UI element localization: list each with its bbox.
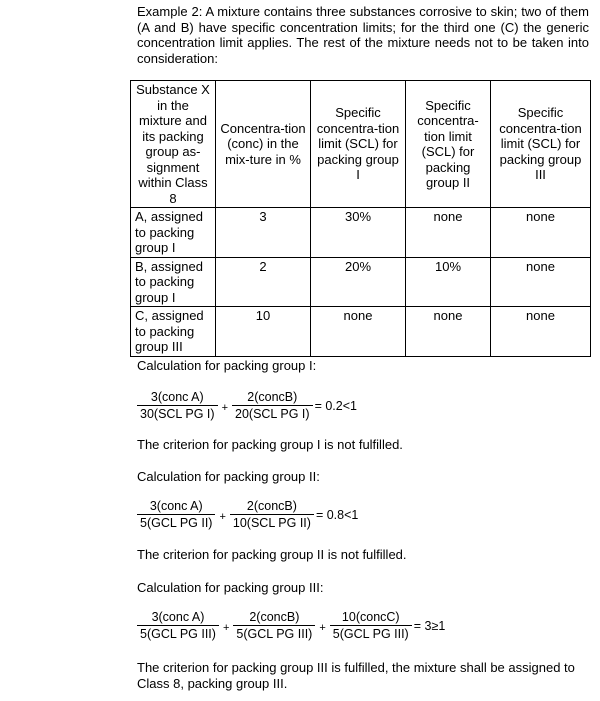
numerator: 2(concB): [249, 610, 300, 624]
cell-pg3: none: [491, 307, 591, 357]
fraction: [233, 610, 315, 641]
denominator: 10(SCL PG II): [230, 514, 314, 530]
denominator: 5(GCL PG II): [137, 514, 215, 530]
fraction: [137, 499, 215, 530]
denominator: 5(GCL PG III): [137, 625, 219, 641]
calc1-conclusion: The criterion for packing group I is not fulfilled.: [137, 437, 403, 452]
fraction: [232, 390, 313, 421]
numerator: 3(conc A): [150, 390, 204, 404]
cell-pg2: none: [406, 208, 491, 258]
table-row: [131, 307, 591, 357]
plus-sign: +: [219, 510, 226, 523]
plus-sign: +: [222, 621, 230, 634]
fraction: [330, 610, 412, 641]
header-scl-pg3: Specific concentra-tion limit (SCL) for packing group III: [491, 81, 591, 208]
cell-conc: 2: [216, 257, 311, 307]
numerator: 10(concC): [341, 610, 400, 624]
header-scl-pg2: Specific concentra-tion limit (SCL) for packing group II: [406, 81, 491, 208]
denominator: 5(GCL PG III): [233, 625, 315, 641]
concentration-table: [130, 80, 591, 357]
calc2-formula: [137, 499, 358, 530]
denominator: 30(SCL PG I): [137, 405, 218, 421]
cell-pg1: 20%: [311, 257, 406, 307]
calc1-formula: [137, 390, 357, 421]
cell-pg2: 10%: [406, 257, 491, 307]
calc2-heading: Calculation for packing group II:: [137, 469, 320, 484]
fraction: [230, 499, 314, 530]
calc3-formula: [137, 610, 445, 641]
fraction: [137, 610, 219, 641]
denominator: 20(SCL PG I): [232, 405, 313, 421]
calc3-conclusion: The criterion for packing group III is fulfilled, the mixture shall be assigned to Class 8, packing group III.: [137, 660, 575, 691]
plus-sign: +: [319, 621, 326, 634]
cell-conc: 10: [216, 307, 311, 357]
cell-pg1: 30%: [311, 208, 406, 258]
calc2-conclusion: The criterion for packing group II is not fulfilled.: [137, 547, 407, 562]
formula-result: = 0.8<1: [315, 508, 359, 522]
header-concentration: Concentra-tion (conc) in the mix-ture in %: [216, 81, 311, 208]
table-header-row: [131, 81, 591, 208]
cell-pg1: none: [311, 307, 406, 357]
calc1-heading: Calculation for packing group I:: [137, 358, 317, 373]
denominator: 5(GCL PG III): [330, 625, 412, 641]
cell-pg3: none: [491, 208, 591, 258]
numerator: 3(conc A): [151, 610, 205, 624]
cell-conc: 3: [216, 208, 311, 258]
cell-pg3: none: [491, 257, 591, 307]
header-substance: Substance X in the mixture and its packing group as-signment within Class 8: [131, 81, 216, 208]
table-row: [131, 208, 591, 258]
numerator: 2(concB): [246, 499, 297, 513]
intro-paragraph: Example 2: A mixture contains three substances corrosive to skin; two of them (A and B) have specific concentration limits; for the third one (C) the generic concentration limit applies. The rest of the mixture needs not to be taken into consideration:: [137, 4, 589, 66]
cell-pg2: none: [406, 307, 491, 357]
cell-substance: A, assigned to packing group I: [131, 208, 216, 258]
fraction: [137, 390, 218, 421]
header-scl-pg1: Specific concentra-tion limit (SCL) for packing group I: [311, 81, 406, 208]
numerator: 3(conc A): [149, 499, 203, 513]
formula-result: = 0.2<1: [314, 399, 357, 413]
table-row: [131, 257, 591, 307]
cell-substance: C, assigned to packing group III: [131, 307, 216, 357]
cell-substance: B, assigned to packing group I: [131, 257, 216, 307]
plus-sign: +: [221, 401, 228, 414]
numerator: 2(concB): [247, 390, 298, 404]
calc3-heading: Calculation for packing group III:: [137, 580, 324, 595]
formula-result: = 3≥1: [413, 619, 446, 633]
